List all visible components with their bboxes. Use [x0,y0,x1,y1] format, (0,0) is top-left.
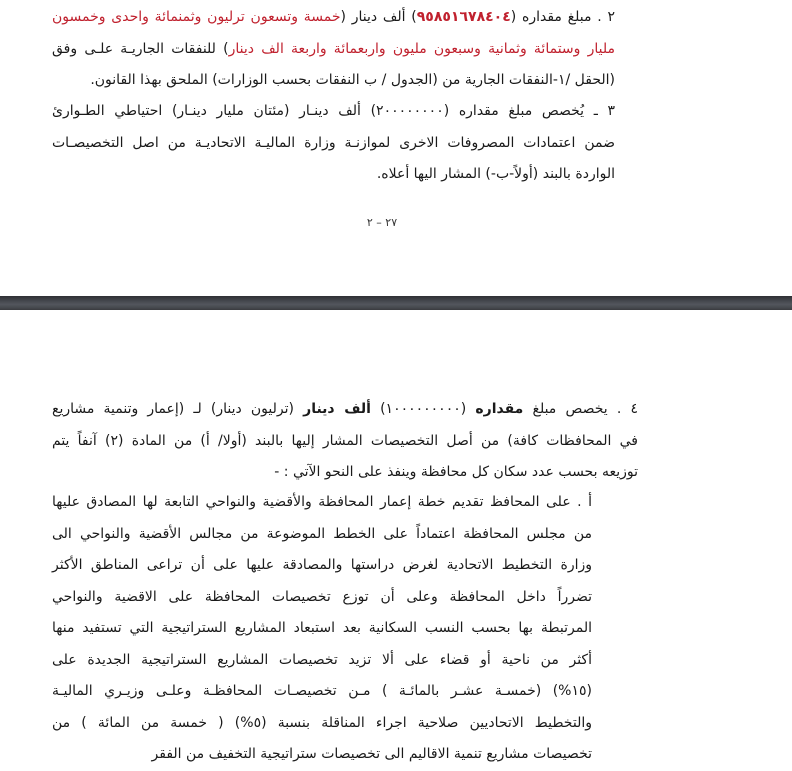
item-4a-paragraph [52,487,592,771]
item-2-text: ) ألف دينار ( [340,9,417,25]
item-4-line-2 [52,426,638,458]
item-4-amount: (١٠٠٠٠٠٠٠٠٠) [370,401,476,417]
item-4a-line-4: تضرراً داخل المحافظة وعلى أن توزع تخصيصات المحافظة على الاقضية والنواحي [52,588,592,605]
document-page-top [0,0,792,296]
page-separator [0,296,792,310]
item-3-line-2: ضمن اعتمادات المصروفات الاخرى لموازنـة وزارة الماليـة الاتحاديـة من اصل التخصيصـات [52,134,615,151]
item-4-text: (ترليون دينار) لـ (إعمار وتنمية مشاريع [52,401,304,417]
item-4-bold-text: مقداره [475,401,524,417]
item-2-amount-words: مليار وستمائة وثمانية وسبعون مليون واربعمائة واربعة الف دينار [228,40,615,57]
item-4a-line-7: (١٥%) (خمسـة عشـر بالمائـة ) مـن تخصيصـات المحافظـة وعلـى وزيـري الماليـة [52,683,592,699]
item-4-text: توزيعه بحسب عدد سكان كل محافظة وينفذ على النحو الآتي : - [274,464,638,480]
document-page-bottom [0,310,792,765]
item-2-text: ٢ . مبلغ مقداره ( [510,9,615,25]
item-4-bold-text: ألف دينار [303,401,371,417]
item-4a-line-1: أ . على المحافظ تقديم خطة إعمار المحافظة والأقضية والنواحي التابعة لها المصادق عليها [52,494,592,510]
item-4a-line-2: من مجلس المحافظة اعتماداً على الخطط الموضوعة من مجالس الأقضية والنواحي الى [52,525,592,542]
item-4a-line-5: المرتبطة بها بحسب النسب السكانية بعد استبعاد المشاريع الستراتيجية التي تستفيد منها [52,620,592,636]
item-2-amount-words: خمسة وتسعون ترليون وثمنمائة واحدى وخمسون [52,9,341,25]
item-4a-line-8: والتخطيط الاتحاديين صلاحية اجراء المناقلة بنسبة (٥%) ( خمسة من المائة ) من [52,714,592,731]
item-3-paragraph [52,96,615,191]
item-4-paragraph [52,394,638,489]
item-4-text: ٤ . يخصص مبلغ [523,401,638,417]
item-2-line-3 [52,65,615,97]
item-3-line-3: الواردة بالبند (أولاً-ب-) المشار اليها أعلاه. [376,166,615,182]
item-4-line-3 [52,457,638,489]
page-number: ٢٧ – ٢ [366,216,398,229]
item-2-text: (الحقل /١-النفقات الجارية من (الجدول / ب النفقات بحسب الوزارات) الملحق بهذا القانون. [90,72,615,88]
item-2-paragraph [52,2,615,97]
item-4a-line-3: وزارة التخطيط الاتحادية لغرض دراستها والمصادقة عليها على أن تراعى المناطق الأكثر [52,557,592,573]
item-2-line-1 [52,2,615,34]
item-2-text: ) للنفقات الجاريـة علـى وفق [52,40,229,57]
item-2-amount: ٩٥٨٥١٦٧٨٤٠٤ [416,9,511,25]
item-4-line-1 [52,394,638,426]
item-4a-line-6: أكثر من ناحية أو قضاء على ألا تزيد تخصيصات المشاريع الستراتيجية الجديدة على [52,651,592,668]
item-4a-line-9: تخصيصات مشاريع تنمية الاقاليم الى تخصيصات ستراتيجية التخفيف من الفقر [151,746,592,762]
item-3-line-1: ٣ ـ يُخصص مبلغ مقداره (٢٠٠٠٠٠٠٠٠) ألف دينـار (مئتان مليار دينـار) احتياطي الطـوارئ [52,103,616,119]
item-4-text: في المحافظات كافة) من أصل التخصيصات المشار إليها بالبند (أولا/ أ) من المادة (٢) آنفاً يتم [52,432,638,449]
item-2-line-2 [52,34,615,66]
